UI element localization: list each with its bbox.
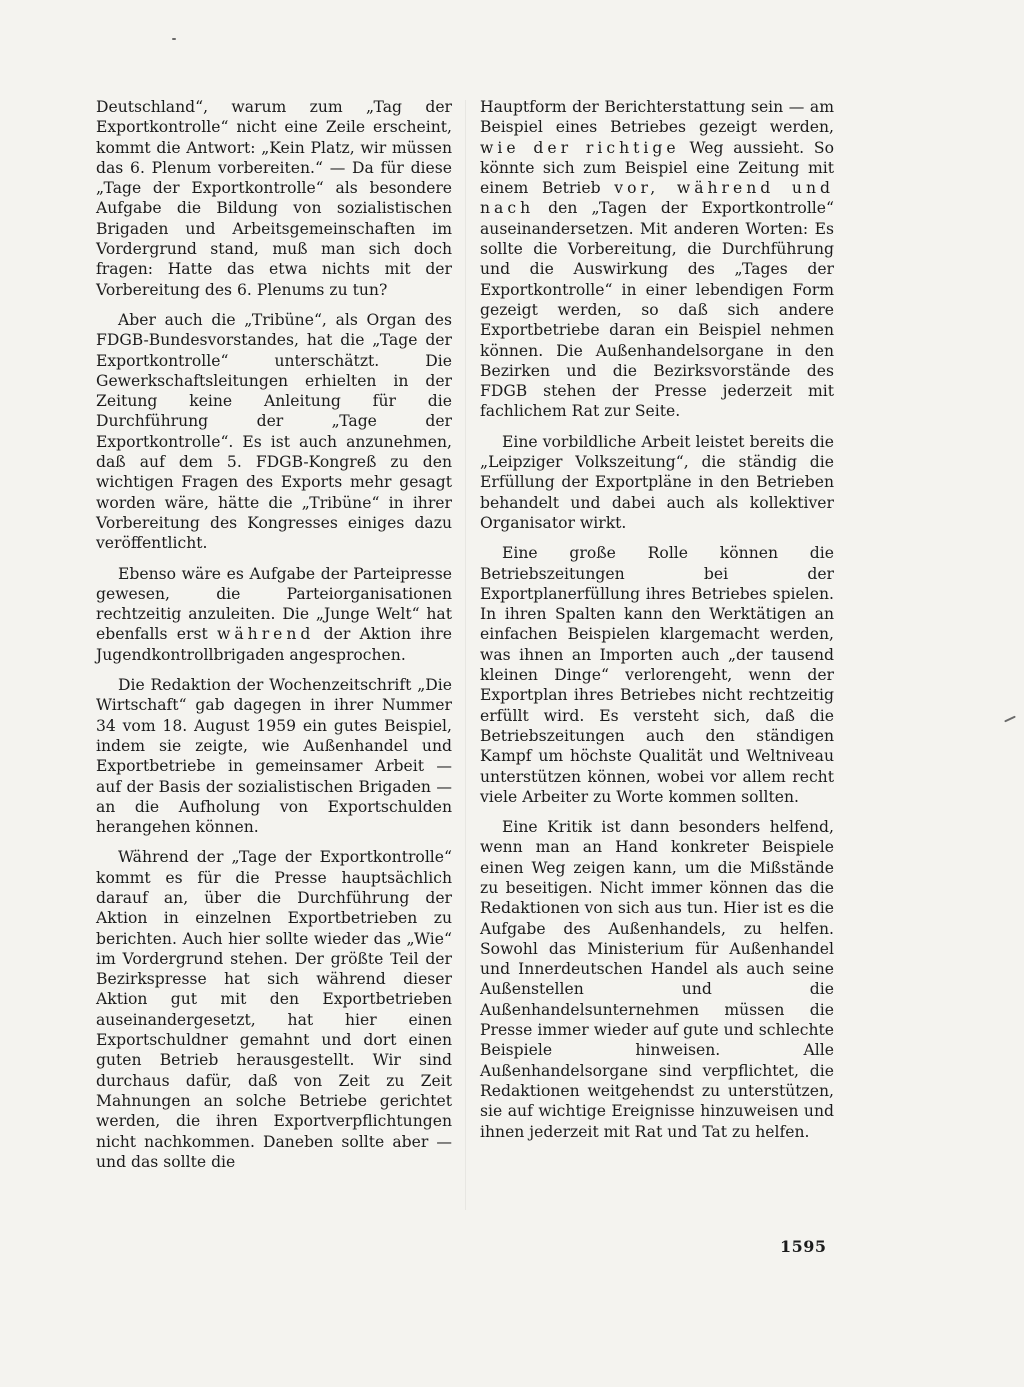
paragraph: Deutschland“, warum zum „Tag der Exportkontrolle“ nicht eine Zeile erscheint, kommt die Antwort: „Kein Platz, wir müssen das 6. Plenum vorbereiten.“ — Da für diese „Tage der Exportkontrolle“ als besondere Aufgabe die Bildung von sozialistischen Brigaden und Arbeitsgemeinschaften im Vordergrund stand, muß man sich doch fragen: Hatte das etwa nichts mit der Vorbereitung des 6. Plenums zu tun? (96, 98, 452, 299)
text-run: Ebenso wäre es Aufgabe der Parteipresse gewesen, die Parteiorganisationen rechtzeitig anzuleiten. Die „Junge Welt“ hat ebenfalls erst (96, 564, 452, 644)
text-run: der Aktion ihre Jugendkontrollbrigaden angesprochen. (96, 625, 452, 664)
spaced-emphasis: wie der richtige (480, 138, 680, 157)
paragraph: Aber auch die „Tribüne“, als Organ des FDGB-Bundesvorstandes, hat die „Tage der Exportkontrolle“ unterschätzt. Die Gewerkschaftsleitungen erhielten in der Zeitung keine Anleitung für die Durchführung der „Tage der Exportkontrolle“. Es ist auch anzunehmen, daß auf dem 5. FDGB-Kongreß zu den wichtigen Fragen des Exports mehr gesagt worden wäre, hätte die „Tribüne“ in ihrer Vorbereitung des Kongresses einiges dazu veröffentlicht. (96, 310, 452, 553)
paragraph (480, 97, 834, 422)
spaced-emphasis: während (217, 625, 315, 644)
paragraph: Eine vorbildliche Arbeit leistet bereits die „Leipziger Volkszeitung“, die ständig die Erfüllung der Exportpläne in den Betrieben behandelt und dabei auch als kollektiver Organisator wirkt. (480, 432, 834, 532)
text-run: Weg aussieht. So könnte sich zum Beispiel eine Zeitung mit einem Betrieb (480, 138, 835, 198)
spaced-emphasis: vor, während und nach (480, 179, 834, 218)
scan-speck (172, 38, 176, 40)
right-column (480, 97, 834, 1152)
paragraph (96, 564, 452, 665)
paragraph: Eine große Rolle können die Betriebszeitungen bei der Exportplanerfüllung ihres Betriebes spielen. In ihren Spalten kann den Werktätigen an einfachen Beispielen klargemacht werden, was ihnen an Importen auch „der tausend kleinen Dinge“ verlorengeht, wenn der Exportplan ihres Betriebes nicht rechtzeitig erfüllt wird. Es versteht sich, daß die Betriebszeitungen auch den ständigen Kampf um höchste Qualität und Weltniveau unterstützen können, wobei vor allem recht viele Arbeiter zu Worte kommen sollten. (480, 544, 834, 806)
paragraph: Eine Kritik ist dann besonders helfend, wenn man an Hand konkreter Beispiele einen Weg zeigen kann, um die Mißstände zu beseitigen. Nicht immer können das die Redaktionen von sich aus tun. Hier ist es die Aufgabe des Außenhandels, zu helfen. Sowohl das Ministerium für Außenhandel und Innerdeutschen Handel als auch seine Außenstellen und die Außenhandelsunternehmen müssen die Presse immer wieder auf gute und schlechte Beispiele hinweisen. Alle Außenhandelsorgane sind verpflichtet, die Redaktionen weitgehendst zu unterstützen, sie auf wichtige Ereignisse hinzuweisen und ihnen jederzeit mit Rat und Tat zu helfen. (480, 818, 834, 1141)
text-run: den „Tagen der Exportkontrolle“ auseinandersetzen. Mit anderen Worten: Es sollte die Vorbereitung, die Durchführung und die Auswirkung des „Tages der Exportkontrolle“ in einer lebendigen Form gezeigt werden, so daß sich andere Exportbetriebe daran ein Beispiel nehmen können. Die Außenhandelsorgane in den Bezirken und die Bezirksvorstände des FDGB stehen der Presse jederzeit mit fachlichem Rat zur Seite. (480, 199, 834, 421)
page-number: 1595 (780, 1237, 827, 1256)
paragraph: Die Redaktion der Wochenzeitschrift „Die Wirtschaft“ gab dagegen in ihrer Nummer 34 vom 18. August 1959 ein gutes Beispiel, indem sie zeigte, wie Außenhandel und Exportbetriebe in gemeinsamer Arbeit — auf der Basis der sozialistischen Brigaden — an die Aufholung von Exportschulden herangehen können. (96, 676, 452, 837)
scan-speck (1004, 716, 1016, 723)
text-run: Hauptform der Berichterstattung sein — am Beispiel eines Betriebes gezeigt werden, (480, 98, 834, 137)
column-gutter (465, 100, 466, 1210)
paragraph: Während der „Tage der Exportkontrolle“ kommt es für die Presse hauptsächlich darauf an, über die Durchführung der Aktion in einzelnen Exportbetrieben zu berichten. Auch hier sollte wieder das „Wie“ im Vordergrund stehen. Der größte Teil der Bezirkspresse hat sich während dieser Aktion gut mit den Exportbetrieben auseinandergesetzt, hat hier einen Exportschuldner gemahnt und dort einen guten Betrieb herausgestellt. Wir sind durchaus dafür, daß von Zeit zu Zeit Mahnungen an solche Betriebe gerichtet werden, die ihren Exportverpflichtungen nicht nachkommen. Daneben sollte aber — und das sollte die (96, 848, 452, 1171)
left-column (96, 97, 452, 1182)
